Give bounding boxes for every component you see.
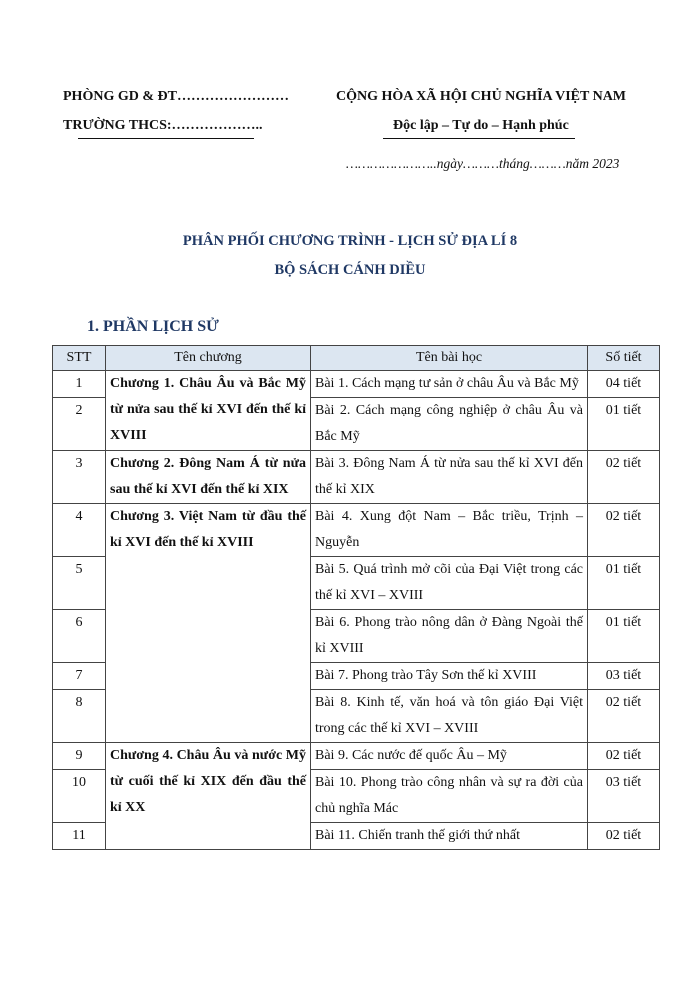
motto: Độc lập – Tự do – Hạnh phúc bbox=[393, 118, 569, 133]
chapter-cell: Chương 4. Châu Âu và nước Mỹ từ cuối thế kỉ XIX đến đầu thế kỉ XX bbox=[106, 743, 311, 850]
periods-cell: 02 tiết bbox=[588, 451, 660, 504]
school-header: TRƯỜNG THCS:……………….. bbox=[63, 118, 263, 133]
periods-cell: 01 tiết bbox=[588, 557, 660, 610]
curriculum-table bbox=[52, 345, 660, 850]
row-number: 7 bbox=[53, 663, 106, 690]
date-line: …………………..ngày………tháng………năm 2023 bbox=[346, 156, 620, 171]
periods-cell: 02 tiết bbox=[588, 504, 660, 557]
row-number: 4 bbox=[53, 504, 106, 557]
periods-cell: 02 tiết bbox=[588, 743, 660, 770]
chapter-cell: Chương 3. Việt Nam từ đầu thế kỉ XVI đến thế kỉ XVIII bbox=[106, 504, 311, 743]
row-number: 5 bbox=[53, 557, 106, 610]
periods-cell: 03 tiết bbox=[588, 663, 660, 690]
lesson-cell: Bài 1. Cách mạng tư sản ở châu Âu và Bắc Mỹ bbox=[311, 371, 588, 398]
chapter-cell: Chương 2. Đông Nam Á từ nửa sau thế kỉ XVI đến thế kỉ XIX bbox=[106, 451, 311, 504]
header-lesson: Tên bài học bbox=[311, 346, 588, 371]
lesson-cell: Bài 11. Chiến tranh thế giới thứ nhất bbox=[311, 823, 588, 850]
lesson-cell: Bài 3. Đông Nam Á từ nửa sau thế kỉ XVI đến thế kỉ XIX bbox=[311, 451, 588, 504]
row-number: 11 bbox=[53, 823, 106, 850]
lesson-cell: Bài 5. Quá trình mở cõi của Đại Việt trong các thế kỉ XVI – XVIII bbox=[311, 557, 588, 610]
row-number: 9 bbox=[53, 743, 106, 770]
periods-cell: 03 tiết bbox=[588, 770, 660, 823]
table-row bbox=[53, 451, 660, 504]
lesson-cell: Bài 2. Cách mạng công nghiệp ở châu Âu và Bắc Mỹ bbox=[311, 398, 588, 451]
row-number: 10 bbox=[53, 770, 106, 823]
lesson-cell: Bài 9. Các nước đế quốc Âu – Mỹ bbox=[311, 743, 588, 770]
lesson-cell: Bài 8. Kinh tế, văn hoá và tôn giáo Đại Việt trong các thế kỉ XVI – XVIII bbox=[311, 690, 588, 743]
row-number: 1 bbox=[53, 371, 106, 398]
periods-cell: 02 tiết bbox=[588, 823, 660, 850]
periods-cell: 01 tiết bbox=[588, 398, 660, 451]
document-title: PHÂN PHỐI CHƯƠNG TRÌNH - LỊCH SỬ ĐỊA LÍ 8 bbox=[182, 233, 518, 249]
motto-underline bbox=[383, 138, 575, 139]
school-underline bbox=[78, 138, 254, 139]
lesson-cell: Bài 7. Phong trào Tây Sơn thế kỉ XVIII bbox=[311, 663, 588, 690]
periods-cell: 02 tiết bbox=[588, 690, 660, 743]
chapter-cell: Chương 1. Châu Âu và Bắc Mỹ từ nửa sau thế kỉ XVI đến thế kỉ XVIII bbox=[106, 371, 311, 451]
table-row bbox=[53, 371, 660, 398]
row-number: 8 bbox=[53, 690, 106, 743]
lesson-cell: Bài 4. Xung đột Nam – Bắc triều, Trịnh – Nguyễn bbox=[311, 504, 588, 557]
periods-cell: 04 tiết bbox=[588, 371, 660, 398]
lesson-cell: Bài 10. Phong trào công nhân và sự ra đời của chủ nghĩa Mác bbox=[311, 770, 588, 823]
row-number: 6 bbox=[53, 610, 106, 663]
republic-header: CỘNG HÒA XÃ HỘI CHỦ NGHĨA VIỆT NAM bbox=[336, 89, 627, 104]
periods-cell: 01 tiết bbox=[588, 610, 660, 663]
table-row bbox=[53, 743, 660, 770]
row-number: 3 bbox=[53, 451, 106, 504]
table-header-row bbox=[53, 346, 660, 371]
table-row bbox=[53, 504, 660, 557]
lesson-cell: Bài 6. Phong trào nông dân ở Đàng Ngoài thế kỉ XVIII bbox=[311, 610, 588, 663]
document-subtitle: BỘ SÁCH CÁNH DIỀU bbox=[274, 262, 426, 278]
header-periods: Số tiết bbox=[588, 346, 660, 371]
header-chapter: Tên chương bbox=[106, 346, 311, 371]
header-stt: STT bbox=[53, 346, 106, 371]
section-heading: 1. PHẦN LỊCH SỬ bbox=[87, 318, 219, 335]
row-number: 2 bbox=[53, 398, 106, 451]
department-header: PHÒNG GD & ĐT…………………… bbox=[63, 89, 289, 104]
